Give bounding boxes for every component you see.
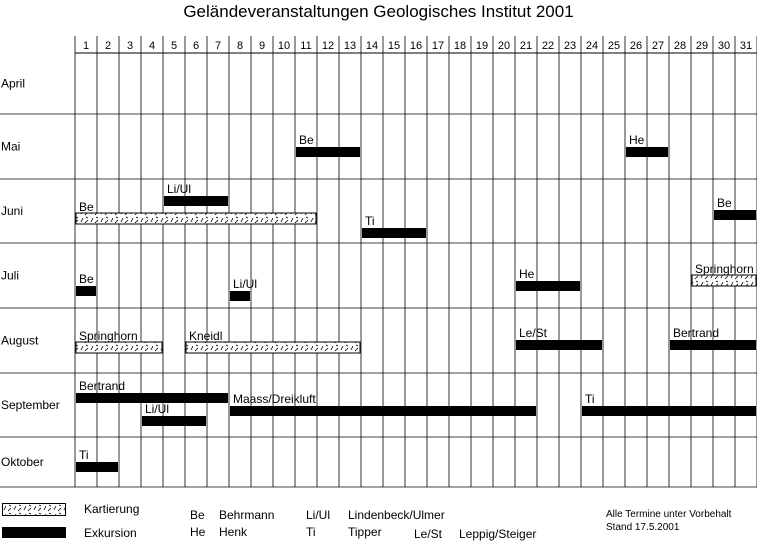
bar-label: Maass/Dreikluft: [233, 392, 316, 406]
abbr-code: Be: [190, 508, 205, 522]
bar-exkursion: [230, 291, 250, 301]
bar-label: Kneidl: [189, 329, 223, 343]
bar-exkursion: [626, 147, 668, 157]
legend-exkursion-label: Exkursion: [84, 526, 137, 540]
day-axis: [83, 40, 752, 52]
day-label: 21: [519, 40, 533, 52]
bar-exkursion: [76, 462, 118, 472]
bar-exkursion: [164, 196, 228, 206]
abbr-code: Ti: [306, 525, 316, 539]
bar-kartierung: [692, 275, 756, 286]
bar-exkursion: [670, 340, 756, 350]
date-note: Stand 17.5.2001: [606, 522, 680, 533]
bar-label: Springhorn: [695, 262, 754, 276]
day-label: 18: [453, 40, 467, 52]
abbr-name: Henk: [219, 525, 248, 539]
day-label: 26: [629, 40, 643, 52]
day-label: 16: [409, 40, 423, 52]
day-label: 15: [387, 40, 401, 52]
legend-kartierung-swatch: [2, 503, 66, 516]
bar-exkursion: [362, 228, 426, 238]
bar-exkursion: [142, 416, 206, 426]
legend-kartierung-label: Kartierung: [84, 502, 140, 516]
abbr-code: He: [190, 525, 206, 539]
day-label: 1: [82, 40, 90, 52]
bar-kartierung: [186, 342, 360, 353]
day-label: 14: [365, 40, 379, 52]
bar-exkursion: [76, 286, 96, 296]
day-label: 24: [585, 40, 599, 52]
day-label: 27: [651, 40, 665, 52]
day-label: 5: [170, 40, 178, 52]
bar-label: Be: [79, 200, 94, 214]
bar-exkursion: [230, 406, 536, 416]
bar-exkursion: [296, 147, 360, 157]
day-label: 31: [739, 40, 753, 52]
day-label: 29: [695, 40, 709, 52]
chart-grid: [0, 36, 757, 487]
month-label: Oktober: [1, 455, 44, 469]
day-label: 2: [104, 40, 112, 52]
bar-label: Li/Ul: [233, 277, 258, 291]
day-label: 13: [343, 40, 357, 52]
day-label: 9: [258, 40, 266, 52]
month-label: Juli: [1, 268, 20, 283]
bar-exkursion: [714, 210, 756, 220]
legend-exkursion-swatch: [2, 527, 66, 538]
bar-label: Le/St: [519, 326, 548, 340]
month-label: August: [1, 333, 39, 348]
bar-exkursion: [516, 340, 602, 350]
day-label: 19: [475, 40, 489, 52]
bar-label: Li/Ul: [145, 402, 170, 416]
bar-exkursion: [582, 406, 756, 416]
day-label: 17: [431, 40, 445, 52]
bar-label: Bertrand: [79, 379, 126, 393]
day-label: 8: [236, 40, 244, 52]
day-label: 11: [300, 40, 312, 52]
day-label: 22: [541, 40, 555, 52]
chart-title: Geländeveranstaltungen Geologisches Institut 2001: [183, 2, 574, 21]
bar-label: Be: [299, 133, 314, 147]
month-axis: [1, 77, 60, 470]
bar-label: Ti: [79, 448, 89, 462]
day-label: 12: [321, 40, 335, 52]
day-label: 3: [126, 40, 134, 52]
bar-kartierung: [76, 342, 162, 353]
day-label: 6: [192, 40, 200, 52]
bar-label: Be: [717, 196, 732, 210]
bar-label: Be: [79, 272, 94, 286]
abbr-name: Behrmann: [219, 508, 275, 522]
day-label: 20: [497, 40, 511, 52]
month-label: Juni: [1, 204, 24, 218]
bar-kartierung: [76, 213, 316, 224]
day-label: 28: [673, 40, 687, 52]
day-label: 7: [214, 40, 222, 52]
day-label: 25: [607, 40, 621, 52]
bar-label: He: [629, 133, 645, 147]
abbr-code: Le/St: [414, 527, 443, 541]
bar-label: Springhorn: [79, 329, 138, 343]
abbr-name: Leppig/Steiger: [459, 527, 537, 541]
month-label: Mai: [1, 139, 21, 154]
bar-exkursion: [516, 281, 580, 291]
disclaimer-note: Alle Termine unter Vorbehalt: [606, 509, 732, 520]
month-label: September: [1, 398, 60, 412]
abbr-name: Tipper: [348, 525, 382, 539]
bar-label: He: [519, 267, 535, 281]
bar-label: Ti: [585, 392, 595, 406]
abbr-name: Lindenbeck/Ulmer: [348, 508, 445, 522]
month-label: April: [1, 76, 26, 91]
day-label: 23: [563, 40, 577, 52]
day-label: 4: [148, 40, 156, 52]
bar-label: Li/Ul: [167, 182, 192, 196]
bar-label: Bertrand: [673, 326, 720, 340]
bar-label: Ti: [365, 214, 375, 228]
day-label: 30: [717, 40, 731, 52]
abbr-code: Li/Ul: [306, 508, 331, 522]
day-label: 10: [277, 40, 291, 52]
